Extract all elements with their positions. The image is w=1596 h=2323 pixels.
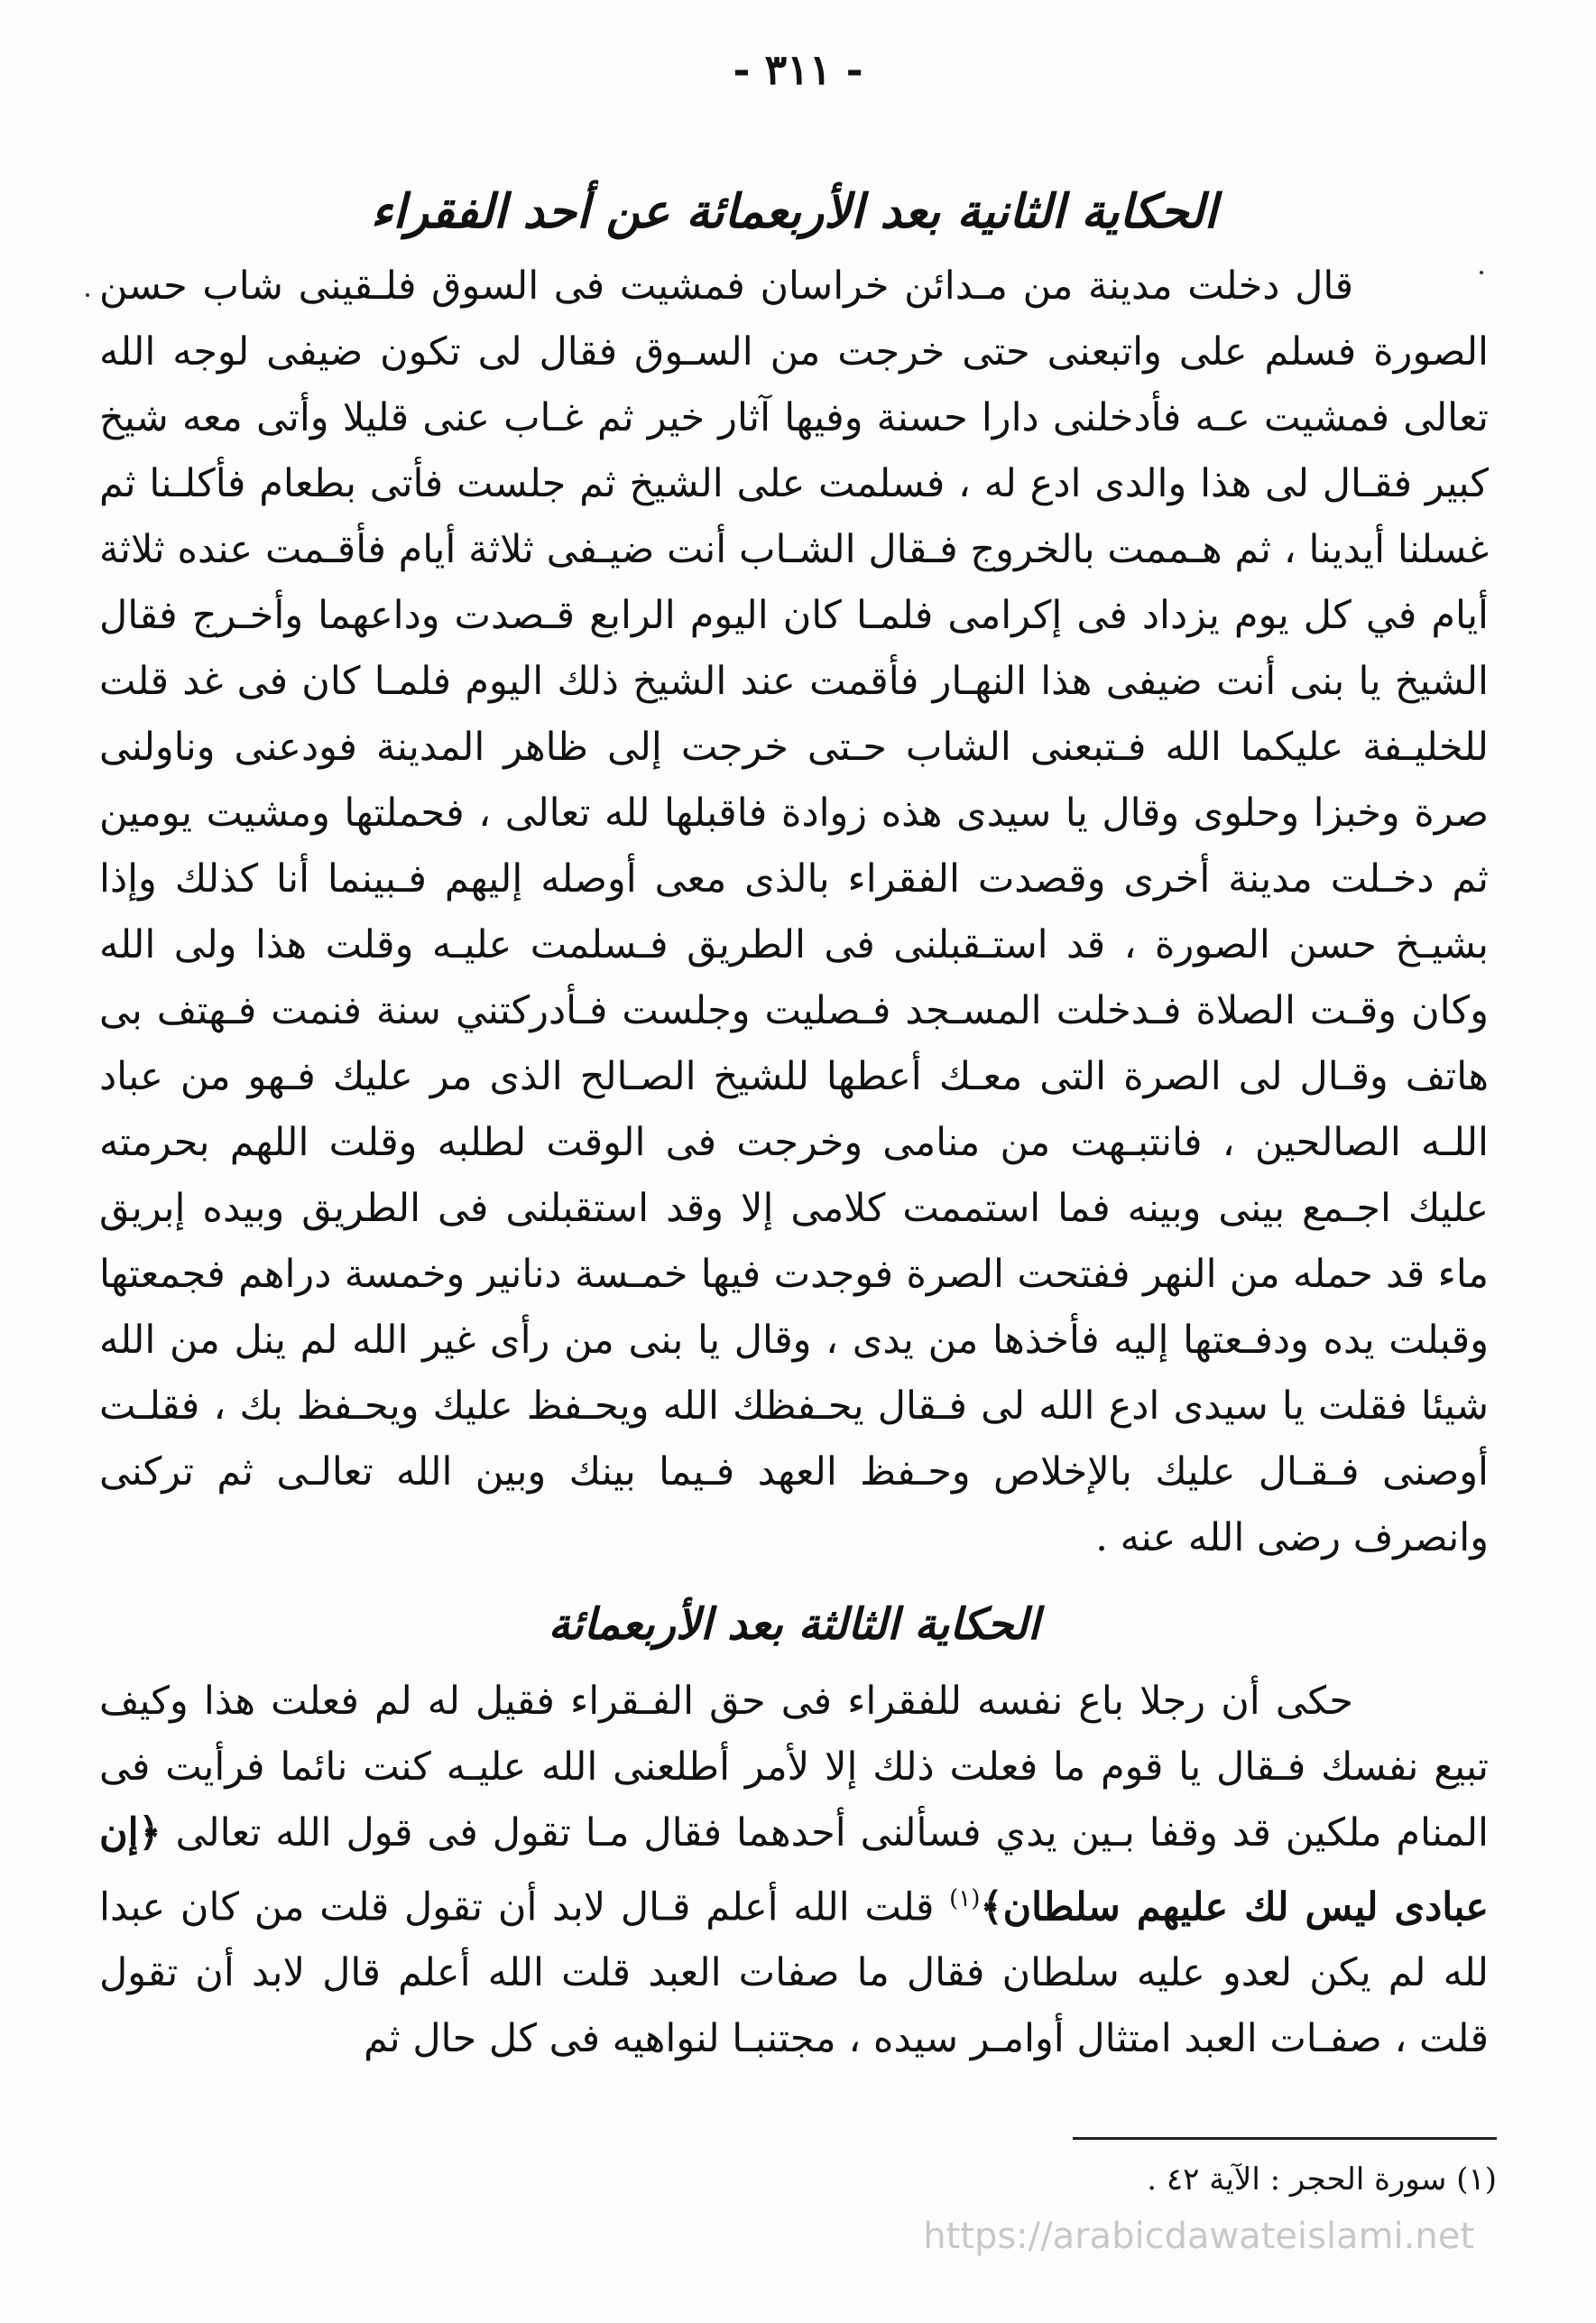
story-title-402: الحكاية الثانية بعد الأربعمائة عن أحد الفقراء: [370, 185, 1218, 239]
stray-dot: [86, 293, 89, 297]
main-content: [99, 176, 1489, 2072]
footnote-divider: [1073, 2137, 1497, 2140]
website-watermark: https://arabicdawateislami.net: [923, 2216, 1474, 2257]
page-number: - ٣١١ -: [733, 45, 863, 94]
story-body-402: [99, 254, 1489, 1571]
quran-verse: ﴿إن عبادى ليس لك عليهم سلطان﴾: [99, 1810, 1489, 1930]
story-body-403: [99, 1669, 1489, 2072]
footnote-marker[interactable]: (١): [949, 1885, 981, 1912]
footnote: (١) سورة الحجر : الآية ٤٢ .: [1147, 2161, 1497, 2198]
story-text-403-part2: قلت الله أعلم قـال لابد أن تقول قلت من كان عبدا لله لم يكن لعدو عليه سلطان فقال ما صفات العبد قلت الله أعلم قال لابد أن تقول قلت ، صفـات العبد امتثال أوامـر سيده ، مجتنبـا لنواهيه فى كل حال ثم: [99, 1884, 1489, 2062]
story-title-403: الحكاية الثالثة بعد الأربعمائة: [548, 1599, 1040, 1650]
story-text-403-part1: حكى أن رجلا باع نفسه للفقراء فى حق الفـقراء فقيل له لم فعلت هذا وكيف تبيع نفسك فـقال يا قوم ما فعلت ذلك إلا لأمر أطلعنى الله عليـه كنت نائما فرأيت فى المنام ملكين قد وقفا بـين يدي فسألنى أحدهما فقال مـا تقول فى قول الله تعالى: [99, 1679, 1490, 1856]
story-text-402: قال دخلت مدينة من مـدائن خراسان فمشيت فى السوق فلـقينى شاب حسن الصورة فسلم على واتبعنى حتى خرجت من السـوق فقال لى تكون ضيفى لوجه الله تعالى فمشيت عـه فأدخلنى دارا حسنة وفيها آثار خير ثم غـاب عنى قليلا وأتى معه شيخ كبير فقـال لى هذا والدى ادع له ، فسلمت على الشيخ ثم جلست فأتى بطعام فأكلـنا ثم غسلنا أيدينا ، ثم هـممت بالخروج فـقال الشـاب أنت ضيـفى ثلاثة أيام فأقـمت عنده ثلاثة أيام في كل يوم يزداد فى إكرامى فلمـا كان اليوم الرابع قـصدت وداعهما وأخـرج فقال الشيخ يا بنى أنت ضيفى هذا النهـار فأقمت عند الشيخ ذلك اليوم فلمـا كان فى غد قلت للخليـفة عليكما الله فـتبعنى الشاب حـتى خرجت إلى ظاهر المدينة فودعنى وناولنى صرة وخبزا وحلوى وقال يا سيدى هذه زوادة فاقبلها لله تعالى ، فحملتها ومشيت يومين ثم دخـلت مدينة أخرى وقصدت الفقراء بالذى معى أوصله إليهم فـبينما أنا كذلك وإذا بشيـخ حسن الصورة ، قد استـقبلنى فى الطريق فـسلمت عليـه وقلت هذا ولى الله وكان وقـت الصلاة فـدخلت المسـجد فـصليت وجلست فـأدركتني سنة فنمت فـهتف بى هاتف وقـال لى الصرة التى معـك أعطها للشيخ الصـالح الذى مر عليك فـهو من عباد اللـه الصالحين ، فانتبـهت من منامى وخرجت فى الوقت لطلبه وقلت اللهم بحرمته عليك اجـمع بينى وبينه فما استممت كلامى إلا وقد استقبلنى فى الطريق وبيده إبريق ماء قد حمله من النهر ففتحت الصرة فوجدت فيها خمـسة دنانير وخمسة دراهم فجمعتها وقبلت يده ودفـعتها إليه فأخذها من يدى ، وقال يا بنى من رأى غير الله لم ينل من الله شيئا فقلت يا سيدى ادع الله لى فـقال يحـفظك الله ويحـفظ عليك ويحـفظ بك ، فقلـت أوصنى فـقـال عليك بالإخلاص وحـفظ العهد فـيما بينك وبين الله تعالـى ثم تركنى وانصرف رضى الله عنه .: [99, 264, 1489, 1560]
